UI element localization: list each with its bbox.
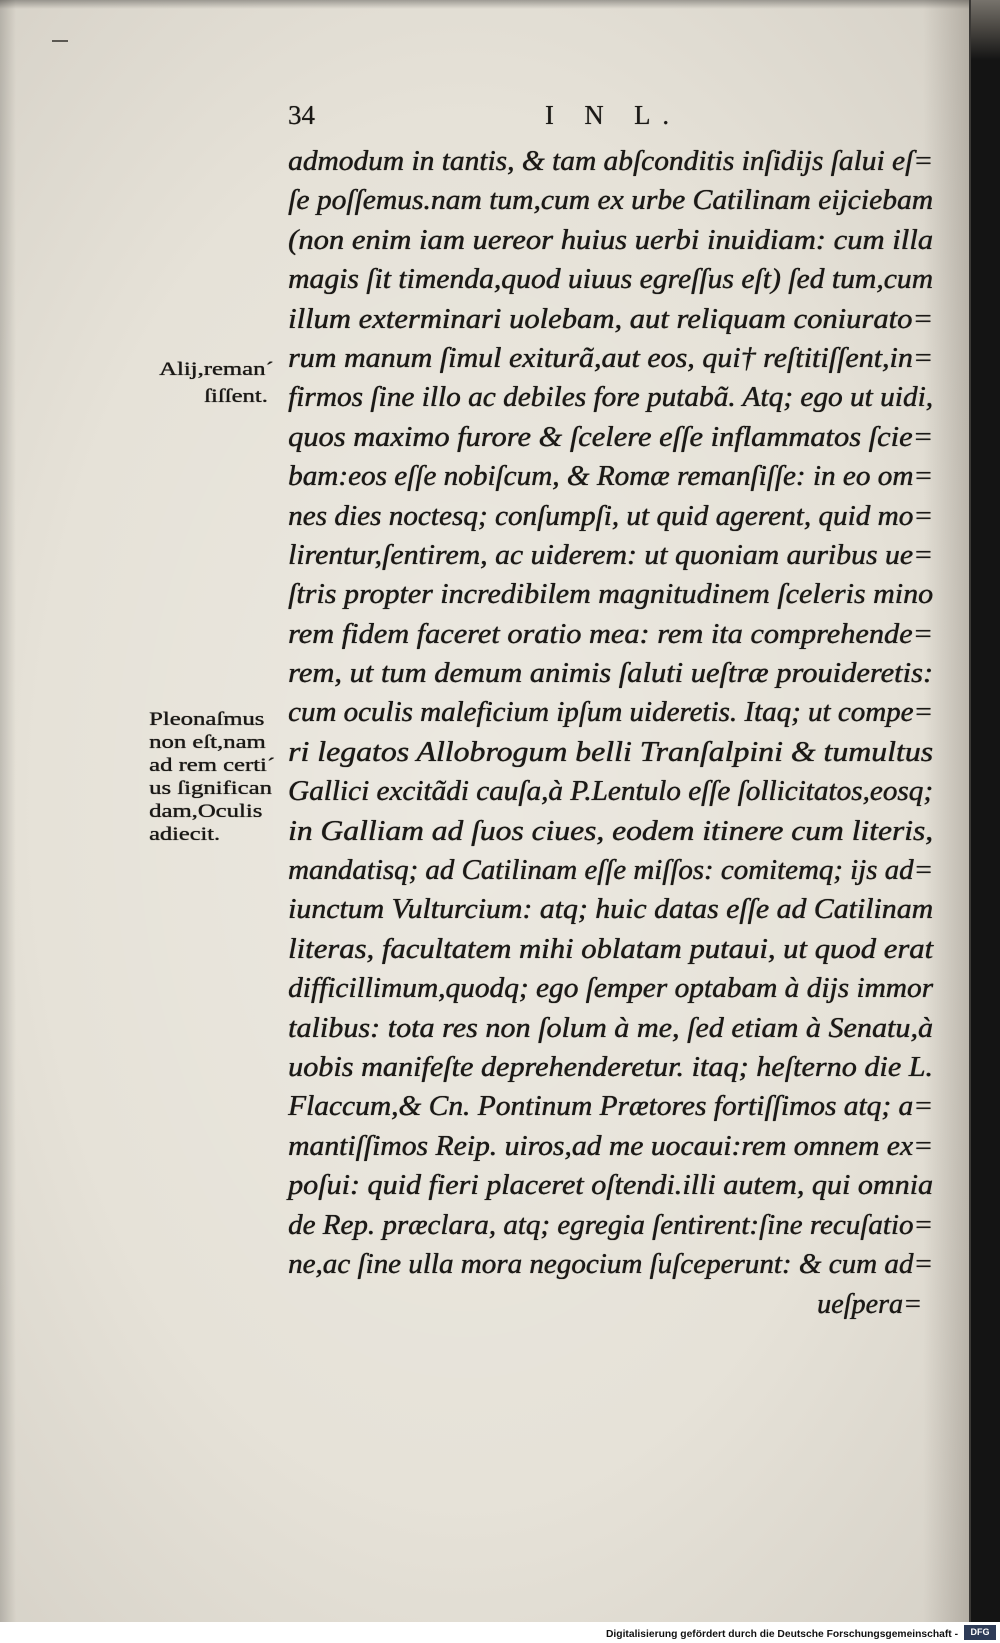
margin-note-line: [149, 754, 275, 777]
text-line-27: [288, 1166, 933, 1205]
text-line-13: [288, 615, 933, 654]
margin-note-line: [149, 777, 278, 800]
text-line-8: [288, 418, 933, 457]
running-head: [545, 98, 681, 132]
text-line-10: [288, 497, 933, 536]
text-line-content: quos maximo furore & ſcelere eſſe inflammatos ſcie=: [288, 420, 933, 453]
text-line-9: [288, 457, 933, 496]
text-line-content: ne,ac ſine ulla mora negocium ſuſceperunt: & cum ad=: [288, 1247, 933, 1280]
text-line-content: cum oculis maleficium ipſum uideretis. Itaq; ut compe=: [288, 696, 933, 729]
text-line-content: Gallici excitãdi cauſa,à P.Lentulo eſſe ſollicitatos,eosq;: [288, 775, 933, 808]
text-line-28: [288, 1206, 933, 1245]
margin-note-line: [149, 731, 272, 754]
text-line-content: illum exterminari uolebam, aut reliquam coniurato=: [288, 302, 934, 335]
text-line-content: nes dies noctesq; conſumpſi, ut quid agerent, quid mo=: [288, 499, 933, 532]
text-line-content: lirentur,ſentirem, ac uiderem: ut quoniam auribus ue=: [288, 538, 934, 571]
main-text-block: [288, 142, 933, 1284]
text-line-content: ri legatos Allobrogum belli Tranſalpini & tumultus: [288, 735, 933, 768]
margin-note-line: [149, 823, 220, 846]
text-line-content: bam:eos eſſe nobiſcum, & Romæ remanſiſſe: in eo om=: [288, 460, 933, 493]
margin-note-text: adiecit.: [149, 824, 220, 845]
dfg-logo: DFG: [964, 1625, 996, 1640]
text-line-content: ſe poſſemus.nam tum,cum ex urbe Catilinam eijciebam: [288, 184, 934, 217]
text-line-3: [288, 221, 933, 260]
text-line-content: (non enim iam uereor huius uerbi inuidiam: cum illa: [288, 223, 934, 256]
text-line-content: rum manum ſimul exiturã,aut eos, qui† reſtitiſſent,in=: [288, 341, 934, 374]
margin-note-text: ad rem certi´: [149, 755, 275, 776]
text-line-content: poſui: quid fieri placeret oſtendi.illi autem, qui omnia: [288, 1169, 933, 1202]
text-line-content: Flaccum,& Cn. Pontinum Prætores fortiſſimos atq; a=: [288, 1090, 934, 1123]
margin-note-text: ſiſſent.: [204, 386, 268, 407]
margin-note-text: non eſt,nam: [149, 732, 266, 753]
margin-note-text: Pleonaſmus: [149, 709, 265, 730]
text-line-content: literas, facultatem mihi oblatam putaui, ut quod erat: [288, 932, 934, 965]
text-line-4: [288, 260, 933, 299]
text-line-16: [288, 733, 933, 772]
text-line-22: [288, 969, 933, 1008]
text-line-17: [288, 772, 933, 811]
text-line-content: admodum in tantis, & tam abſconditis inſidijs ſalui eſ=: [288, 145, 933, 177]
text-line-29: [288, 1245, 933, 1284]
margin-note-line: [149, 800, 272, 823]
footer-credit: [606, 1625, 958, 1640]
margin-note-line: [149, 708, 274, 731]
text-line-content: talibus: tota res non ſolum à me, ſed etiam à Senatu,à: [288, 1011, 933, 1044]
text-line-content: mantiſſimos Reip. uiros,ad me uocaui:rem omnem ex=: [288, 1129, 933, 1162]
text-line-content: firmos ſine illo ac debiles fore putabã. Atq; ego ut uidi,: [288, 381, 933, 414]
text-line-12: [288, 575, 933, 614]
catchword: [817, 1285, 922, 1324]
text-line-25: [288, 1087, 933, 1126]
text-line-19: [288, 851, 933, 890]
catchword-text: ueſpera=: [817, 1288, 922, 1320]
running-head-text: I N L.: [545, 100, 681, 130]
scan-mark: [52, 40, 68, 42]
text-line-11: [288, 536, 933, 575]
text-line-content: rem, ut tum demum animis ſaluti ueſtræ prouideretis:: [288, 657, 933, 690]
margin-note-text: Alij,reman´: [159, 359, 274, 380]
digitization-footer: [0, 1622, 1000, 1643]
text-line-18: [288, 812, 933, 851]
text-line-content: ſtris propter incredibilem magnitudinem ſceleris mino: [288, 578, 933, 611]
text-line-6: [288, 339, 933, 378]
text-line-21: [288, 930, 933, 969]
footer-credit-text: Digitalisierung gefördert durch die Deutsche Forschungsgemeinschaft -: [606, 1629, 959, 1640]
text-line-15: [288, 693, 933, 732]
book-binding-edge: [969, 0, 1000, 1622]
margin-note-text: us ſignifican: [149, 778, 272, 799]
margin-note-text: dam,Oculis: [149, 801, 263, 822]
text-line-2: [288, 181, 933, 220]
text-line-content: iunctum Vulturcium: atq; huic datas eſſe ad Catilinam: [288, 893, 934, 926]
text-line-5: [288, 300, 933, 339]
text-line-26: [288, 1127, 933, 1166]
text-line-content: difficillimum,quodq; ego ſemper optabam à dijs immor: [288, 972, 933, 1005]
text-line-24: [288, 1048, 933, 1087]
text-line-1: [288, 142, 933, 181]
text-line-7: [288, 378, 933, 417]
text-line-20: [288, 890, 933, 929]
text-line-content: de Rep. præclara, atq; egregia ſentirent:ſine recuſatio=: [288, 1208, 933, 1241]
text-line-content: mandatisq; ad Catilinam eſſe miſſos: comitemq; ijs ad=: [288, 854, 933, 887]
text-line-content: magis ſit timenda,quod uiuus egreſſus eſt) ſed tum,cum: [288, 263, 933, 296]
text-line-content: in Galliam ad ſuos ciues, eodem itinere cum literis,: [288, 814, 934, 847]
page-number: 34: [288, 100, 315, 130]
text-line-content: uobis manifeſte deprehenderetur. itaq; heſterno die L.: [288, 1050, 933, 1083]
margin-note-line: [159, 358, 281, 381]
text-line-content: rem fidem faceret oratio mea: rem ita comprehende=: [288, 617, 933, 650]
text-line-14: [288, 654, 933, 693]
text-line-23: [288, 1009, 933, 1048]
margin-note-line: [204, 385, 275, 408]
